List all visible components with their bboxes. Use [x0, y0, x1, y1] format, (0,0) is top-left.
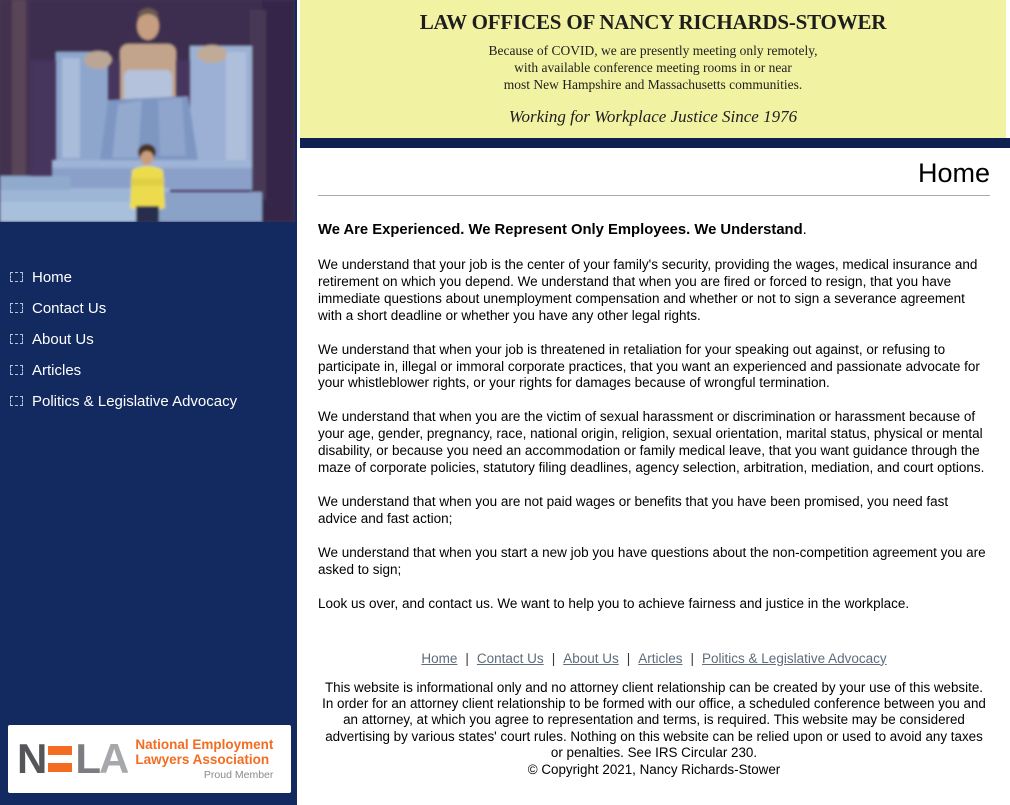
title-rule [318, 195, 990, 196]
placeholder-icon [10, 303, 23, 313]
link-separator: | [551, 650, 556, 666]
nela-letter-a: A [99, 735, 128, 782]
sidebar-item-label: Politics & Legislative Advocacy [32, 392, 238, 410]
site-header [300, 0, 1006, 138]
covid-notice-line3: most New Hampshire and Massachusetts communities. [503, 77, 803, 92]
nela-logo[interactable] [8, 725, 291, 793]
nela-text [135, 737, 273, 781]
sidebar-item-label: Contact Us [32, 299, 107, 317]
sidebar-item-label: Home [32, 268, 73, 286]
footer-link-articles[interactable]: Articles [638, 650, 683, 666]
body-paragraphs [318, 257, 990, 613]
page-title: Home [917, 158, 990, 188]
placeholder-icon [10, 396, 23, 406]
paragraph: Look us over, and contact us. We want to help you to achieve fairness and justice in the workplace. [318, 595, 910, 611]
footer-link-home[interactable]: Home [421, 650, 458, 666]
nela-letter-l: L [75, 735, 99, 782]
footer-link-about-us[interactable]: About Us [563, 650, 619, 666]
sidebar-item-politics-legislative-advocacy[interactable] [10, 393, 297, 409]
sidebar-item-home[interactable] [10, 269, 297, 285]
nela-line1: National Employment [135, 737, 274, 752]
nela-line2: Lawyers Association [135, 752, 270, 767]
paragraph: We understand that when your job is threatened in retaliation for your speaking out against, or refusing to participate in, illegal or immoral corporate practices, that you want an experienced and passionate advocate for your whistleblower rights, or your rights for damages because of wrongful termination. [318, 341, 980, 391]
footer-link-politics-legislative-advocacy[interactable]: Politics & Legislative Advocacy [702, 650, 887, 666]
link-separator: | [626, 650, 631, 666]
paragraph: We understand that when you start a new job you have questions about the non-competition agreement you are asked to sign; [318, 544, 986, 577]
paragraph: We understand that when you are the victim of sexual harassment or discrimination or harassment because of your age, gender, pregnancy, race, national origin, religion, sexual orientation, marital status, physical or mental disability, or because you need an accommodation or family medical leave, that you want guidance through the maze of corporate policies, statutory filing deadlines, agency selection, arbitration, mediation, and court options. [318, 409, 985, 476]
sidebar-nav [0, 269, 297, 409]
placeholder-icon [10, 365, 23, 375]
tagline: Working for Workplace Justice Since 1976 [508, 107, 798, 126]
content [300, 148, 1010, 805]
paragraph: We understand that when you are not paid wages or benefits that you have been promised, you need fast advice and fast action; [318, 493, 949, 526]
copyright-text: © Copyright 2021, Nancy Richards-Stower [527, 761, 781, 777]
intro-heading-period: . [802, 222, 807, 238]
covid-notice-line2: with available conference meeting rooms in or near [514, 60, 792, 75]
sidebar [0, 0, 297, 805]
footer-link-contact-us[interactable]: Contact Us [476, 650, 544, 666]
disclaimer-text: This website is informational only and no attorney client relationship can be created by your use of this website. In order for an attorney client relationship to be formed with our office, a scheduled conference between you and an attorney, at which you agree to representation and terms, is required. This website may be considered advertising by various states' court rules. Nothing on this website can be relied upon or used to avoid any taxes or penalties. See IRS Circular 230. [322, 679, 986, 761]
placeholder-icon [10, 334, 23, 344]
placeholder-icon [10, 272, 23, 282]
intro-heading-bold: We Are Experienced. We Represent Only Employees. We Understand [318, 222, 803, 238]
nela-letters [17, 735, 128, 782]
sidebar-item-articles[interactable] [10, 362, 297, 378]
sidebar-item-contact-us[interactable] [10, 300, 297, 316]
lincoln-memorial-photo [0, 0, 295, 222]
link-separator: | [690, 650, 695, 666]
nela-e-bars-icon [48, 742, 72, 776]
nela-letter-n: N [17, 735, 46, 782]
link-separator: | [465, 650, 469, 666]
footer-links [318, 651, 990, 666]
sidebar-item-label: Articles [32, 361, 82, 379]
main-column [297, 0, 1010, 805]
site-title: LAW OFFICES OF NANCY RICHARDS-STOWER [419, 10, 887, 34]
header-divider-bar [300, 138, 1010, 148]
sidebar-item-about-us[interactable] [10, 331, 297, 347]
intro-heading [318, 222, 990, 238]
paragraph: We understand that your job is the center of your family's security, providing the wages, medical insurance and retirement on which you depend. We understand that when you are fired or forced to resign, that you have immediate questions about unemployment compensation and whether or not to sign a severance agreement with a short deadline or whether you have any other legal rights. [318, 257, 978, 323]
sidebar-item-label: About Us [32, 330, 94, 348]
covid-notice-line1: Because of COVID, we are presently meeting only remotely, [488, 43, 818, 58]
covid-notice [300, 42, 1006, 93]
nela-proud-member: Proud Member [203, 769, 274, 781]
